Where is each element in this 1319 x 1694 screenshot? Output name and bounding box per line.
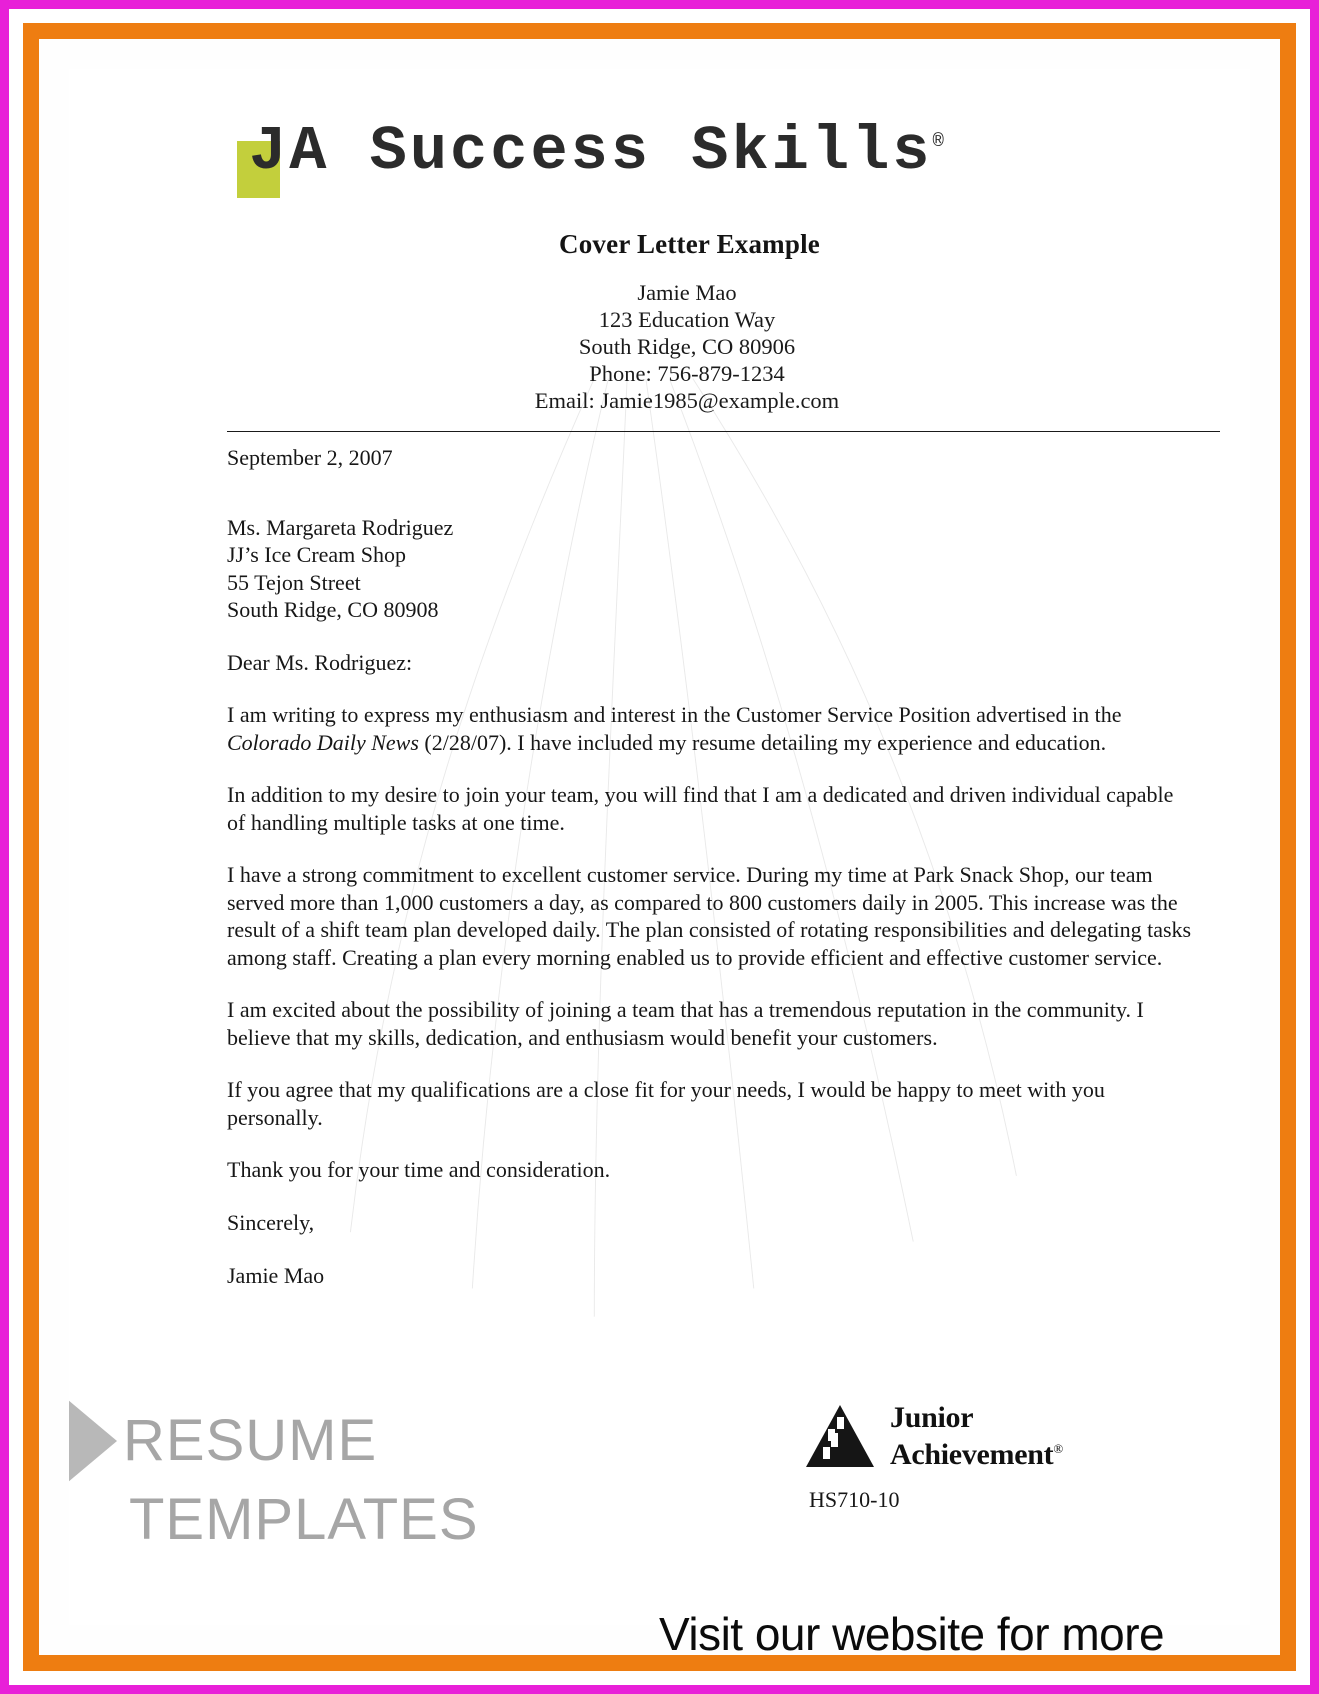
letter-closing: Sincerely,	[227, 1209, 315, 1235]
letter-paragraph-4: I am excited about the possibility of joining a team that has a tremendous reputation in the community. I believe that my skills, dedication, and enthusiasm would benefit your customers.	[227, 997, 1144, 1050]
promo-text: Visit our website for more	[659, 1608, 1165, 1660]
junior-achievement-triangle-icon	[804, 1403, 876, 1469]
sender-street: 123 Education Way	[598, 307, 776, 332]
document-sheet	[69, 69, 1250, 1625]
sender-contact-block	[69, 279, 1250, 414]
watermark-line-2: TEMPLATES	[129, 1487, 479, 1552]
letter-salutation: Dear Ms. Rodriguez:	[227, 649, 413, 675]
ja-registered-trademark-icon: ®	[1053, 1441, 1063, 1456]
letter-body	[227, 444, 1195, 1315]
registered-trademark-icon: ®	[932, 130, 944, 153]
header-divider	[227, 431, 1220, 432]
ja-wordmark-line-1: Junior	[890, 1401, 974, 1434]
letter-paragraph-6: Thank you for your time and consideration.	[227, 1157, 611, 1182]
inner-border-inner-gap	[39, 39, 1280, 1660]
letter-paragraph-2: In addition to my desire to join your team, you will find that I am a dedicated and driven individual capable of handling multiple tasks at one time.	[227, 782, 1174, 835]
resume-templates-watermark	[69, 1389, 499, 1551]
play-triangle-icon	[69, 1389, 117, 1493]
letter-signature-name: Jamie Mao	[227, 1263, 325, 1288]
sender-email: Email: Jamie1985@example.com	[534, 388, 840, 413]
inner-orange-border	[23, 23, 1296, 1671]
letter-paragraph-3: I have a strong commitment to excellent customer service. During my time at Park Snack Shop, our team served more than 1,000 customers a day, as compared to 800 customers daily in 2005. This increase was the result of a shift team plan developed daily. The plan consisted of rotating responsibilities and delegating tasks among staff. Creating a plan every morning enabled us to provide efficient and effective customer service.	[227, 862, 1192, 970]
letter-paragraph-5: If you agree that my qualifications are a close fit for your needs, I would be happy to meet with you personally.	[227, 1077, 1105, 1130]
junior-achievement-logo	[804, 1402, 1063, 1470]
paragraph-1-italic: Colorado Daily News	[227, 729, 419, 755]
recipient-name: Ms. Margareta Rodriguez	[227, 514, 454, 540]
ja-wordmark-line-2: Achievement	[890, 1438, 1054, 1471]
document-code: HS710-10	[809, 1487, 900, 1512]
brand-logotype	[219, 116, 944, 187]
sender-phone: Phone: 756-879-1234	[589, 361, 785, 386]
watermark-row-1	[69, 1389, 499, 1493]
brand-title	[219, 116, 944, 187]
recipient-city-state-zip: South Ridge, CO 80908	[227, 597, 439, 622]
brand-title-text: JA Success Skills	[249, 116, 933, 187]
junior-achievement-wordmark	[890, 1402, 1063, 1470]
recipient-company: JJ’s Ice Cream Shop	[227, 542, 407, 567]
paragraph-1-before: I am writing to express my enthusiasm and interest in the Customer Service Position advertised in the	[227, 702, 1122, 727]
paragraph-1-after: (2/28/07). I have included my resume detailing my experience and education.	[418, 729, 1107, 755]
page-title: Cover Letter Example	[559, 229, 820, 259]
recipient-street: 55 Tejon Street	[227, 569, 361, 595]
watermark-line-1: RESUME	[123, 1408, 378, 1473]
letter-paragraph-1	[227, 701, 1195, 756]
ja-wordmark-line-2-wrap	[890, 1433, 1063, 1470]
outer-border-inner-gap	[9, 9, 1310, 1685]
sender-name: Jamie Mao	[637, 280, 737, 305]
letter-date: September 2, 2007	[227, 445, 393, 470]
sender-city-state-zip: South Ridge, CO 80906	[578, 334, 796, 359]
recipient-address-block	[227, 514, 1195, 624]
